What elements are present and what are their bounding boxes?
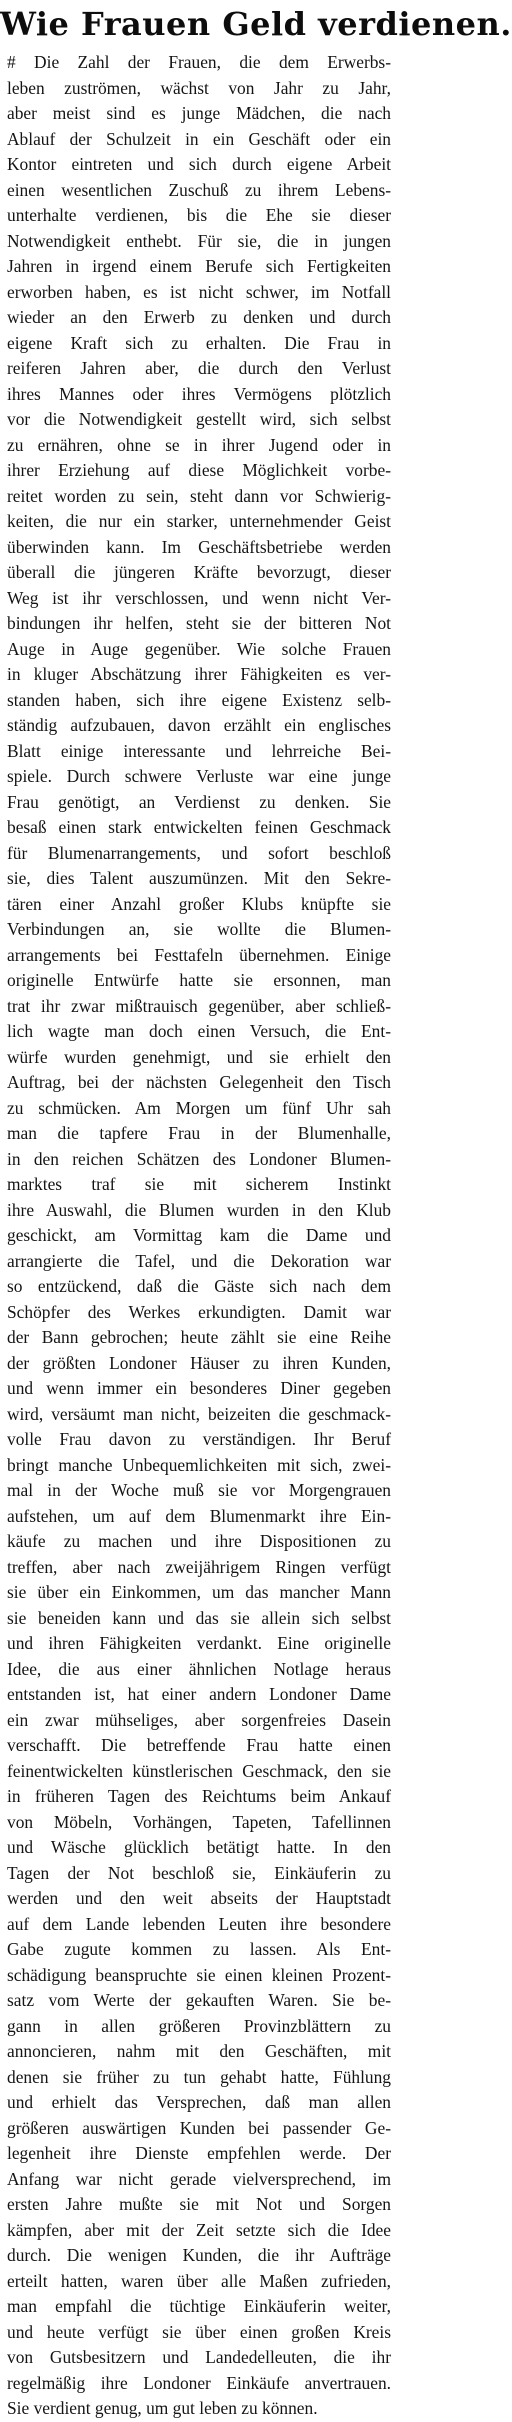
article-line: leben zuströmen, wächst von Jahr zu Jahr, — [7, 77, 391, 98]
article-line: zu ernähren, ohne se in ihrer Jugend oder in — [7, 434, 391, 455]
article-line: ständig aufzubauen, davon erzählt ein englisches — [7, 715, 391, 735]
article-line: in den reichen Schätzen des Londoner Blumen- — [7, 1148, 391, 1169]
article-line: besaß einen stark entwickelten feinen Geschmack — [7, 817, 391, 837]
article-line: annoncieren, nahm mit den Geschäften, mit — [7, 2041, 391, 2061]
article-line: arrangements bei Festtafeln übernehmen. Einige — [7, 944, 391, 965]
article-line: treffen, aber nach zweijährigem Ringen verfügt — [7, 1556, 391, 1577]
article-line: und erhielt das Versprechen, daß man allen — [7, 2092, 391, 2112]
article-line: von Gutsbesitzern und Landedelleuten, die ihr — [7, 2347, 391, 2367]
article-line: aufstehen, um auf dem Blumenmarkt ihre Ein- — [7, 1505, 391, 1526]
article-line: ersten Jahre mußte sie mit Not und Sorgen — [7, 2194, 391, 2214]
article-line: geschickt, am Vormittag kam die Dame und — [7, 1225, 391, 1245]
article-line: arrangierte die Tafel, und die Dekoration war — [7, 1250, 391, 1271]
article-line: sie, dies Talent auszumünzen. Mit den Sekre- — [7, 868, 391, 888]
article-line: spiele. Durch schwere Verluste war eine junge — [7, 766, 391, 786]
article-line: Notwendigkeit enthebt. Für sie, die in jungen — [7, 230, 391, 251]
article-line: aber meist sind es junge Mädchen, die nach — [7, 103, 391, 123]
article-line: und wenn immer ein besonderes Diner gegeben — [7, 1378, 391, 1398]
article-line: Tagen der Not beschloß sie, Einkäuferin zu — [7, 1862, 391, 1883]
article-line: marktes traf sie mit sicherem Instinkt — [7, 1174, 391, 1194]
article-line: Idee, die aus einer ähnlichen Notlage heraus — [7, 1658, 391, 1679]
article-line: vor die Notwendigkeit gestellt wird, sich selbst — [7, 409, 391, 429]
article-line: Sie verdient genug, um gut leben zu können. — [7, 2398, 318, 2418]
article-line: verschafft. Die betreffende Frau hatte einen — [7, 1735, 391, 1755]
article-line: sie über ein Einkommen, um das mancher Mann — [7, 1582, 391, 1602]
article-line: standen haben, sich ihre eigene Existenz selb- — [7, 689, 391, 710]
article-line: Verbindungen an, sie wollte die Blumen- — [7, 919, 391, 939]
article-line: Frau genötigt, an Verdienst zu denken. Sie — [7, 791, 391, 812]
article-line: von Möbeln, Vorhängen, Tapeten, Tafellinnen — [7, 1811, 391, 1832]
article-line: Kontor eintreten und sich durch eigene Arbeit — [7, 154, 391, 174]
article-line: Schöpfer des Werkes erkundigten. Damit war — [7, 1301, 391, 1322]
article-line: bringt manche Unbequemlichkeiten mit sich, zwei- — [7, 1454, 391, 1475]
article-line: zu schmücken. Am Morgen um fünf Uhr sah — [7, 1097, 391, 1118]
article-line: Blatt einige interessante und lehrreiche Bei- — [7, 740, 391, 761]
article-line: wieder an den Erwerb zu denken und durch — [7, 307, 391, 327]
article-line: unterhalte verdienen, bis die Ehe sie dieser — [7, 205, 391, 225]
article-line: erworben haben, es ist nicht schwer, im Notfall — [7, 281, 391, 302]
article-line: regelmäßig ihre Londoner Einkäufe anvertrauen. — [7, 2372, 391, 2393]
article-line: # Die Zahl der Frauen, die dem Erwerbs- — [7, 52, 391, 72]
article-line: reitet worden zu sein, steht dann vor Schwierig- — [7, 485, 391, 506]
article-line: sie beneiden kann und das sie allein sich selbst — [7, 1607, 391, 1628]
article-line: so entzückend, daß die Gäste sich nach dem — [7, 1276, 391, 1296]
article-line: kämpfen, aber mit der Zeit setzte sich die Idee — [7, 2219, 391, 2240]
article-line: trat ihr zwar mißtrauisch gegenüber, aber schließ- — [7, 995, 391, 1016]
article-line: größeren auswärtigen Kunden bei passender Ge- — [7, 2117, 391, 2138]
article-line: einen wesentlichen Zuschuß zu ihrem Lebens- — [7, 179, 391, 200]
article-line: und ihren Fähigkeiten verdankt. Eine originelle — [7, 1633, 391, 1653]
article-line: und heute verfügt sie über einen großen Kreis — [7, 2321, 391, 2342]
article-line: in kluger Abschätzung ihrer Fähigkeiten es ver- — [7, 664, 391, 684]
article-line: käufe zu machen und ihre Dispositionen zu — [7, 1531, 391, 1551]
article-line: man empfahl die tüchtige Einkäuferin weiter, — [7, 2296, 391, 2316]
article-line: ihrer Erziehung auf diese Möglichkeit vorbe- — [7, 460, 391, 480]
article-line: Auftrag, bei der nächsten Gelegenheit den Tisch — [7, 1072, 391, 1092]
article-line: Weg ist ihr verschlossen, und wenn nicht Ver- — [7, 587, 391, 608]
article-line: durch. Die wenigen Kunden, die ihr Aufträge — [7, 2245, 391, 2265]
article-line: schädigung beanspruchte sie einen kleinen Prozent- — [7, 1964, 391, 1985]
article-line: denen sie früher zu tun gehabt hatte, Fühlung — [7, 2066, 391, 2087]
article-line: originelle Entwürfe hatte sie ersonnen, man — [7, 970, 391, 990]
article-line: ihres Mannes oder ihres Vermögens plötzlich — [7, 383, 391, 404]
article-line: werden und den weit abseits der Hauptstadt — [7, 1888, 391, 1908]
article-line: würfe wurden genehmigt, und sie erhielt den — [7, 1046, 391, 1067]
article-line: der größten Londoner Häuser zu ihren Kunden, — [7, 1352, 391, 1373]
article-line: Auge in Auge gegenüber. Wie solche Frauen — [7, 638, 391, 659]
article-headline: Wie Frauen Geld verdienen. — [0, 5, 512, 43]
article-line: legenheit ihre Dienste empfehlen werde. Der — [7, 2143, 391, 2163]
article-line: auf dem Lande lebenden Leuten ihre besondere — [7, 1913, 391, 1934]
article-line: volle Frau davon zu verständigen. Ihr Beruf — [7, 1429, 391, 1449]
article-line: keiten, die nur ein starker, unternehmender Geist — [7, 511, 391, 531]
article-line: Gabe zugute kommen zu lassen. Als Ent- — [7, 1939, 391, 1959]
article-line: erteilt hatten, waren über alle Maßen zufrieden, — [7, 2270, 391, 2291]
article-line: wird, versäumt man nicht, beizeiten die geschmack- — [7, 1403, 391, 1424]
article-line: entstanden ist, hat einer andern Londoner Dame — [7, 1684, 391, 1704]
article-line: lich wagte man doch einen Versuch, die Ent- — [7, 1021, 391, 1041]
article-line: mal in der Woche muß sie vor Morgengrauen — [7, 1480, 391, 1500]
article-line: eigene Kraft sich zu erhalten. Die Frau in — [7, 332, 391, 353]
article-body — [7, 50, 391, 2422]
article-line: ihre Auswahl, die Blumen wurden in den Klub — [7, 1199, 391, 1220]
article-line: in früheren Tagen des Reichtums beim Ankauf — [7, 1786, 391, 1806]
article-line: für Blumenarrangements, und sofort beschloß — [7, 842, 391, 863]
article-line: Ablauf der Schulzeit in ein Geschäft oder ein — [7, 128, 391, 149]
article-line: bindungen ihr helfen, steht sie der bitteren Not — [7, 613, 391, 633]
article-line: man die tapfere Frau in der Blumenhalle, — [7, 1123, 391, 1143]
article-line: ein zwar mühseliges, aber sorgenfreies Dasein — [7, 1709, 391, 1730]
article-line: feinentwickelten künstlerischen Geschmack, den sie — [7, 1760, 391, 1781]
article-line: überwinden kann. Im Geschäftsbetriebe werden — [7, 536, 391, 557]
article-line: überall die jüngeren Kräfte bevorzugt, dieser — [7, 562, 391, 582]
article-line: tären einer Anzahl großer Klubs knüpfte sie — [7, 893, 391, 914]
article-line: satz vom Werte der gekauften Waren. Sie be- — [7, 1990, 391, 2010]
article-line: Jahren in irgend einem Berufe sich Fertigkeiten — [7, 256, 391, 276]
article-line: reiferen Jahren aber, die durch den Verlust — [7, 358, 391, 378]
article-line: und Wäsche glücklich betätigt hatte. In den — [7, 1837, 391, 1857]
article-line: Anfang war nicht gerade vielversprechend, im — [7, 2168, 391, 2189]
article-line: der Bann gebrochen; heute zählt sie eine Reihe — [7, 1327, 391, 1347]
article-line: gann in allen größeren Provinzblättern zu — [7, 2015, 391, 2036]
